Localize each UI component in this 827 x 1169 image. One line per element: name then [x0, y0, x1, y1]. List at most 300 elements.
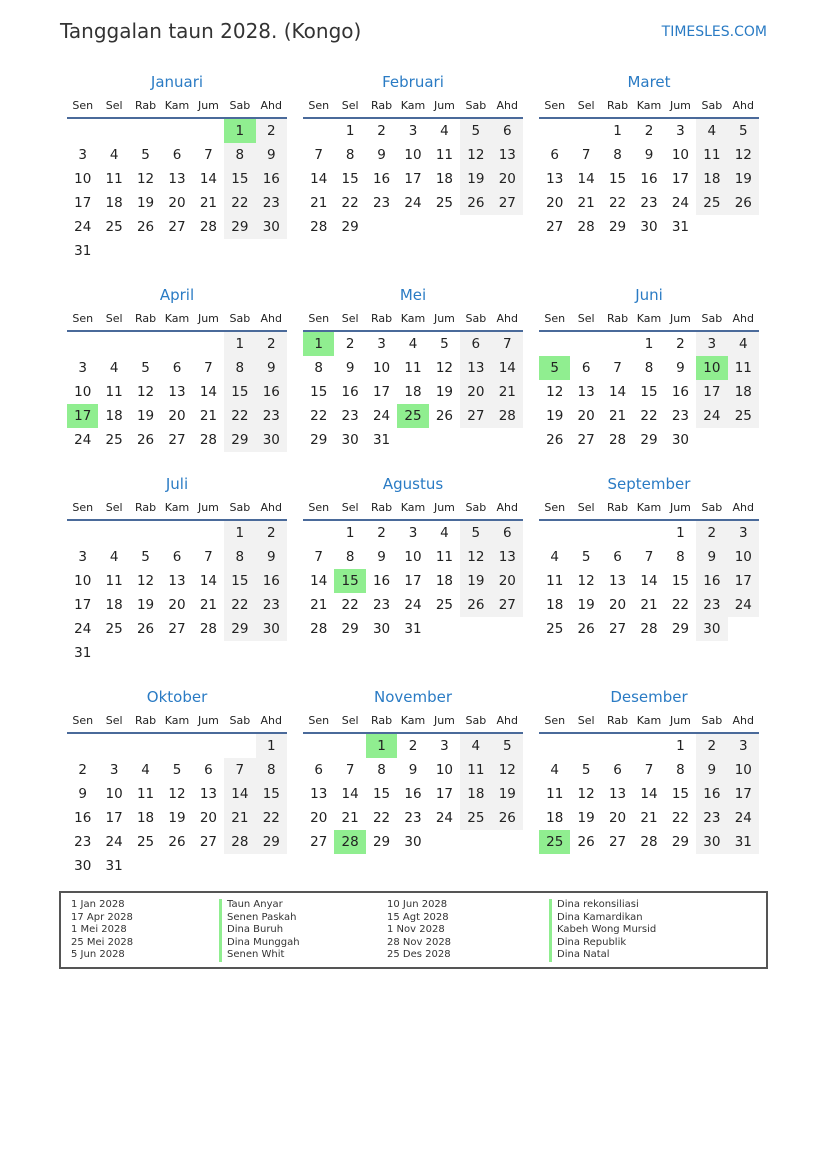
holiday-day-cell[interactable]: 25: [539, 830, 570, 854]
day-cell[interactable]: 23: [696, 593, 727, 617]
day-cell[interactable]: 29: [640, 432, 658, 448]
day-cell[interactable]: 26: [728, 191, 759, 215]
holiday-day-cell[interactable]: 25: [397, 404, 428, 428]
day-cell[interactable]: 10: [728, 545, 759, 569]
day-cell[interactable]: 2: [377, 525, 386, 541]
day-cell[interactable]: 3: [78, 147, 87, 163]
day-cell[interactable]: 30: [696, 617, 727, 641]
day-cell[interactable]: 29: [671, 834, 690, 850]
day-cell[interactable]: 19: [435, 384, 454, 400]
day-cell[interactable]: 28: [199, 621, 218, 637]
day-cell[interactable]: 23: [671, 408, 690, 424]
day-cell[interactable]: 4: [408, 336, 418, 352]
day-cell[interactable]: 16: [696, 782, 727, 806]
day-cell[interactable]: 11: [105, 171, 123, 187]
day-cell[interactable]: 22: [224, 593, 255, 617]
day-cell[interactable]: 11: [435, 549, 454, 565]
day-cell[interactable]: 26: [577, 621, 595, 637]
day-cell[interactable]: 22: [341, 195, 359, 211]
day-cell[interactable]: 24: [435, 810, 454, 826]
day-cell[interactable]: 17: [74, 195, 92, 211]
day-cell[interactable]: 29: [341, 219, 359, 235]
day-cell[interactable]: 10: [105, 786, 123, 802]
day-cell[interactable]: 6: [460, 332, 491, 356]
day-cell[interactable]: 21: [199, 597, 218, 613]
day-cell[interactable]: 5: [141, 360, 150, 376]
day-cell[interactable]: 3: [109, 762, 119, 778]
day-cell[interactable]: 6: [172, 147, 182, 163]
day-cell[interactable]: 1: [345, 525, 355, 541]
day-cell[interactable]: 28: [199, 219, 218, 235]
day-cell[interactable]: 8: [377, 762, 386, 778]
day-cell[interactable]: 3: [78, 360, 87, 376]
day-cell[interactable]: 16: [372, 171, 391, 187]
day-cell[interactable]: 27: [492, 593, 523, 617]
day-cell[interactable]: 28: [608, 432, 627, 448]
day-cell[interactable]: 24: [404, 195, 422, 211]
day-cell[interactable]: 13: [460, 356, 491, 380]
day-cell[interactable]: 6: [613, 549, 622, 565]
day-cell[interactable]: 7: [314, 549, 323, 565]
day-cell[interactable]: 8: [224, 143, 255, 167]
day-cell[interactable]: 21: [577, 195, 595, 211]
day-cell[interactable]: 3: [728, 521, 759, 545]
day-cell[interactable]: 10: [404, 549, 422, 565]
day-cell[interactable]: 13: [492, 545, 523, 569]
day-cell[interactable]: 13: [608, 573, 627, 589]
day-cell[interactable]: 18: [105, 408, 123, 424]
day-cell[interactable]: 10: [728, 758, 759, 782]
day-cell[interactable]: 4: [141, 762, 150, 778]
day-cell[interactable]: 3: [377, 336, 386, 352]
day-cell[interactable]: 27: [199, 834, 218, 850]
day-cell[interactable]: 11: [105, 573, 123, 589]
day-cell[interactable]: 1: [676, 738, 685, 754]
day-cell[interactable]: 5: [581, 549, 591, 565]
day-cell[interactable]: 4: [440, 123, 449, 139]
day-cell[interactable]: 27: [608, 834, 627, 850]
day-cell[interactable]: 5: [581, 762, 591, 778]
day-cell[interactable]: 23: [404, 810, 422, 826]
day-cell[interactable]: 25: [105, 621, 123, 637]
day-cell[interactable]: 7: [204, 360, 213, 376]
holiday-day-cell[interactable]: 1: [366, 734, 397, 758]
day-cell[interactable]: 9: [377, 549, 386, 565]
day-cell[interactable]: 19: [728, 167, 759, 191]
day-cell[interactable]: 22: [224, 191, 255, 215]
day-cell[interactable]: 12: [546, 384, 564, 400]
day-cell[interactable]: 10: [74, 384, 92, 400]
day-cell[interactable]: 15: [256, 782, 287, 806]
day-cell[interactable]: 27: [546, 219, 564, 235]
day-cell[interactable]: 25: [105, 219, 123, 235]
day-cell[interactable]: 27: [608, 621, 627, 637]
day-cell[interactable]: 1: [224, 521, 255, 545]
day-cell[interactable]: 17: [404, 573, 422, 589]
day-cell[interactable]: 6: [172, 360, 182, 376]
day-cell[interactable]: 12: [728, 143, 759, 167]
day-cell[interactable]: 11: [136, 786, 155, 802]
day-cell[interactable]: 15: [671, 786, 690, 802]
day-cell[interactable]: 22: [341, 597, 359, 613]
day-cell[interactable]: 18: [696, 167, 727, 191]
day-cell[interactable]: 5: [172, 762, 182, 778]
day-cell[interactable]: 19: [546, 408, 564, 424]
day-cell[interactable]: 25: [105, 432, 123, 448]
day-cell[interactable]: 8: [644, 360, 654, 376]
holiday-day-cell[interactable]: 15: [334, 569, 365, 593]
day-cell[interactable]: 7: [204, 549, 213, 565]
day-cell[interactable]: 2: [78, 762, 87, 778]
day-cell[interactable]: 7: [644, 549, 654, 565]
day-cell[interactable]: 12: [136, 573, 155, 589]
day-cell[interactable]: 9: [377, 147, 386, 163]
day-cell[interactable]: 12: [460, 545, 491, 569]
day-cell[interactable]: 18: [435, 573, 454, 589]
day-cell[interactable]: 26: [460, 593, 491, 617]
day-cell[interactable]: 5: [460, 521, 491, 545]
day-cell[interactable]: 23: [341, 408, 359, 424]
day-cell[interactable]: 1: [256, 734, 287, 758]
day-cell[interactable]: 9: [256, 356, 287, 380]
day-cell[interactable]: 31: [372, 432, 391, 448]
day-cell[interactable]: 30: [640, 219, 658, 235]
day-cell[interactable]: 24: [728, 593, 759, 617]
day-cell[interactable]: 6: [550, 147, 559, 163]
day-cell[interactable]: 1: [613, 123, 622, 139]
day-cell[interactable]: 15: [640, 384, 658, 400]
day-cell[interactable]: 2: [345, 336, 355, 352]
day-cell[interactable]: 24: [671, 195, 690, 211]
day-cell[interactable]: 29: [224, 215, 255, 239]
day-cell[interactable]: 3: [440, 738, 449, 754]
day-cell[interactable]: 18: [136, 810, 155, 826]
day-cell[interactable]: 30: [256, 215, 287, 239]
day-cell[interactable]: 9: [696, 758, 727, 782]
day-cell[interactable]: 19: [136, 195, 155, 211]
day-cell[interactable]: 21: [199, 195, 218, 211]
day-cell[interactable]: 28: [577, 219, 595, 235]
day-cell[interactable]: 11: [546, 573, 564, 589]
day-cell[interactable]: 2: [696, 521, 727, 545]
day-cell[interactable]: 20: [168, 195, 186, 211]
day-cell[interactable]: 22: [671, 597, 690, 613]
day-cell[interactable]: 4: [550, 549, 559, 565]
day-cell[interactable]: 20: [199, 810, 218, 826]
day-cell[interactable]: 11: [460, 758, 491, 782]
day-cell[interactable]: 25: [435, 195, 454, 211]
day-cell[interactable]: 19: [168, 810, 186, 826]
day-cell[interactable]: 2: [676, 336, 685, 352]
holiday-day-cell[interactable]: 5: [539, 356, 570, 380]
day-cell[interactable]: 20: [310, 810, 328, 826]
day-cell[interactable]: 18: [460, 782, 491, 806]
day-cell[interactable]: 7: [314, 147, 323, 163]
day-cell[interactable]: 8: [256, 758, 287, 782]
day-cell[interactable]: 13: [168, 171, 186, 187]
day-cell[interactable]: 21: [492, 380, 523, 404]
day-cell[interactable]: 30: [256, 428, 287, 452]
day-cell[interactable]: 3: [408, 525, 418, 541]
day-cell[interactable]: 24: [105, 834, 123, 850]
day-cell[interactable]: 12: [435, 360, 454, 376]
day-cell[interactable]: 16: [256, 569, 287, 593]
day-cell[interactable]: 18: [404, 384, 422, 400]
day-cell[interactable]: 26: [136, 432, 155, 448]
day-cell[interactable]: 9: [644, 147, 654, 163]
day-cell[interactable]: 7: [492, 332, 523, 356]
day-cell[interactable]: 18: [435, 171, 454, 187]
day-cell[interactable]: 7: [613, 360, 622, 376]
day-cell[interactable]: 15: [671, 573, 690, 589]
day-cell[interactable]: 31: [728, 830, 759, 854]
day-cell[interactable]: 18: [105, 597, 123, 613]
day-cell[interactable]: 1: [676, 525, 685, 541]
day-cell[interactable]: 17: [435, 786, 454, 802]
day-cell[interactable]: 8: [224, 356, 255, 380]
day-cell[interactable]: 6: [204, 762, 213, 778]
day-cell[interactable]: 30: [341, 432, 359, 448]
day-cell[interactable]: 23: [256, 593, 287, 617]
day-cell[interactable]: 29: [341, 621, 359, 637]
day-cell[interactable]: 12: [136, 171, 155, 187]
day-cell[interactable]: 20: [492, 167, 523, 191]
day-cell[interactable]: 19: [136, 408, 155, 424]
day-cell[interactable]: 21: [640, 597, 658, 613]
day-cell[interactable]: 19: [136, 597, 155, 613]
day-cell[interactable]: 26: [460, 191, 491, 215]
day-cell[interactable]: 18: [728, 380, 759, 404]
day-cell[interactable]: 4: [109, 549, 119, 565]
day-cell[interactable]: 11: [696, 143, 727, 167]
day-cell[interactable]: 12: [577, 573, 595, 589]
holiday-day-cell[interactable]: 28: [334, 830, 365, 854]
day-cell[interactable]: 22: [224, 404, 255, 428]
day-cell[interactable]: 26: [136, 219, 155, 235]
day-cell[interactable]: 14: [640, 573, 658, 589]
day-cell[interactable]: 29: [372, 834, 391, 850]
day-cell[interactable]: 7: [224, 758, 255, 782]
day-cell[interactable]: 9: [345, 360, 355, 376]
day-cell[interactable]: 16: [404, 786, 422, 802]
day-cell[interactable]: 5: [440, 336, 449, 352]
day-cell[interactable]: 6: [172, 549, 182, 565]
day-cell[interactable]: 27: [168, 219, 186, 235]
day-cell[interactable]: 12: [577, 786, 595, 802]
day-cell[interactable]: 23: [256, 404, 287, 428]
day-cell[interactable]: 25: [696, 191, 727, 215]
day-cell[interactable]: 19: [577, 810, 595, 826]
day-cell[interactable]: 29: [224, 617, 255, 641]
day-cell[interactable]: 29: [224, 428, 255, 452]
day-cell[interactable]: 21: [310, 597, 328, 613]
day-cell[interactable]: 8: [676, 549, 685, 565]
day-cell[interactable]: 31: [74, 243, 92, 259]
day-cell[interactable]: 5: [492, 734, 523, 758]
day-cell[interactable]: 11: [105, 384, 123, 400]
day-cell[interactable]: 5: [728, 119, 759, 143]
day-cell[interactable]: 15: [224, 380, 255, 404]
day-cell[interactable]: 18: [546, 810, 564, 826]
day-cell[interactable]: 17: [728, 569, 759, 593]
day-cell[interactable]: 30: [372, 621, 391, 637]
day-cell[interactable]: 21: [341, 810, 359, 826]
day-cell[interactable]: 4: [440, 525, 449, 541]
day-cell[interactable]: 2: [408, 738, 418, 754]
day-cell[interactable]: 14: [577, 171, 595, 187]
day-cell[interactable]: 19: [492, 782, 523, 806]
day-cell[interactable]: 26: [492, 806, 523, 830]
day-cell[interactable]: 14: [310, 171, 328, 187]
day-cell[interactable]: 3: [78, 549, 87, 565]
day-cell[interactable]: 26: [577, 834, 595, 850]
day-cell[interactable]: 6: [581, 360, 591, 376]
day-cell[interactable]: 3: [696, 332, 727, 356]
day-cell[interactable]: 27: [577, 432, 595, 448]
day-cell[interactable]: 20: [168, 597, 186, 613]
day-cell[interactable]: 8: [345, 147, 355, 163]
day-cell[interactable]: 17: [105, 810, 123, 826]
day-cell[interactable]: 5: [460, 119, 491, 143]
day-cell[interactable]: 13: [310, 786, 328, 802]
day-cell[interactable]: 23: [256, 191, 287, 215]
day-cell[interactable]: 7: [644, 762, 654, 778]
day-cell[interactable]: 31: [404, 621, 422, 637]
day-cell[interactable]: 28: [199, 432, 218, 448]
day-cell[interactable]: 20: [577, 408, 595, 424]
day-cell[interactable]: 29: [256, 830, 287, 854]
day-cell[interactable]: 8: [676, 762, 685, 778]
day-cell[interactable]: 10: [372, 360, 391, 376]
day-cell[interactable]: 21: [640, 810, 658, 826]
day-cell[interactable]: 25: [435, 597, 454, 613]
day-cell[interactable]: 10: [435, 762, 454, 778]
day-cell[interactable]: 16: [372, 573, 391, 589]
day-cell[interactable]: 4: [550, 762, 559, 778]
day-cell[interactable]: 13: [199, 786, 218, 802]
day-cell[interactable]: 28: [640, 621, 658, 637]
day-cell[interactable]: 24: [728, 806, 759, 830]
day-cell[interactable]: 22: [256, 806, 287, 830]
day-cell[interactable]: 5: [141, 147, 150, 163]
day-cell[interactable]: 11: [404, 360, 422, 376]
day-cell[interactable]: 4: [109, 147, 119, 163]
day-cell[interactable]: 2: [256, 332, 287, 356]
day-cell[interactable]: 14: [640, 786, 658, 802]
day-cell[interactable]: 8: [224, 545, 255, 569]
day-cell[interactable]: 23: [74, 834, 92, 850]
day-cell[interactable]: 26: [168, 834, 186, 850]
day-cell[interactable]: 7: [204, 147, 213, 163]
day-cell[interactable]: 30: [671, 432, 690, 448]
day-cell[interactable]: 22: [310, 408, 328, 424]
day-cell[interactable]: 6: [314, 762, 323, 778]
day-cell[interactable]: 30: [696, 830, 727, 854]
day-cell[interactable]: 31: [74, 645, 92, 661]
day-cell[interactable]: 19: [577, 597, 595, 613]
day-cell[interactable]: 17: [372, 384, 391, 400]
day-cell[interactable]: 28: [640, 834, 658, 850]
day-cell[interactable]: 27: [460, 404, 491, 428]
day-cell[interactable]: 23: [696, 806, 727, 830]
day-cell[interactable]: 16: [640, 171, 658, 187]
day-cell[interactable]: 9: [676, 360, 685, 376]
day-cell[interactable]: 24: [74, 219, 92, 235]
day-cell[interactable]: 10: [404, 147, 422, 163]
day-cell[interactable]: 27: [168, 621, 186, 637]
day-cell[interactable]: 12: [136, 384, 155, 400]
day-cell[interactable]: 14: [199, 171, 218, 187]
day-cell[interactable]: 23: [640, 195, 658, 211]
day-cell[interactable]: 20: [608, 810, 627, 826]
day-cell[interactable]: 4: [728, 332, 759, 356]
day-cell[interactable]: 15: [341, 171, 359, 187]
day-cell[interactable]: 30: [404, 834, 422, 850]
day-cell[interactable]: 14: [492, 356, 523, 380]
day-cell[interactable]: 26: [136, 621, 155, 637]
day-cell[interactable]: 23: [372, 195, 391, 211]
day-cell[interactable]: 2: [377, 123, 386, 139]
day-cell[interactable]: 1: [345, 123, 355, 139]
day-cell[interactable]: 14: [608, 384, 627, 400]
day-cell[interactable]: 13: [546, 171, 564, 187]
day-cell[interactable]: 7: [345, 762, 355, 778]
day-cell[interactable]: 15: [608, 171, 627, 187]
day-cell[interactable]: 12: [168, 786, 186, 802]
day-cell[interactable]: 16: [671, 384, 690, 400]
day-cell[interactable]: 23: [372, 597, 391, 613]
day-cell[interactable]: 20: [492, 569, 523, 593]
day-cell[interactable]: 25: [460, 806, 491, 830]
day-cell[interactable]: 7: [581, 147, 591, 163]
day-cell[interactable]: 28: [224, 830, 255, 854]
day-cell[interactable]: 6: [492, 521, 523, 545]
day-cell[interactable]: 1: [224, 332, 255, 356]
day-cell[interactable]: 29: [310, 432, 328, 448]
day-cell[interactable]: 29: [608, 219, 627, 235]
day-cell[interactable]: 22: [640, 408, 658, 424]
day-cell[interactable]: 8: [345, 549, 355, 565]
day-cell[interactable]: 19: [460, 167, 491, 191]
day-cell[interactable]: 2: [256, 119, 287, 143]
day-cell[interactable]: 14: [341, 786, 359, 802]
day-cell[interactable]: 14: [224, 782, 255, 806]
day-cell[interactable]: 9: [256, 545, 287, 569]
holiday-day-cell[interactable]: 1: [303, 332, 334, 356]
day-cell[interactable]: 16: [256, 380, 287, 404]
day-cell[interactable]: 14: [199, 573, 218, 589]
day-cell[interactable]: 31: [105, 858, 123, 874]
day-cell[interactable]: 11: [435, 147, 454, 163]
day-cell[interactable]: 18: [105, 195, 123, 211]
day-cell[interactable]: 8: [613, 147, 622, 163]
day-cell[interactable]: 25: [546, 621, 564, 637]
day-cell[interactable]: 24: [404, 597, 422, 613]
day-cell[interactable]: 16: [341, 384, 359, 400]
day-cell[interactable]: 20: [546, 195, 564, 211]
day-cell[interactable]: 6: [492, 119, 523, 143]
day-cell[interactable]: 5: [141, 549, 150, 565]
day-cell[interactable]: 17: [74, 597, 92, 613]
day-cell[interactable]: 15: [224, 167, 255, 191]
day-cell[interactable]: 16: [256, 167, 287, 191]
day-cell[interactable]: 15: [224, 569, 255, 593]
day-cell[interactable]: 16: [696, 569, 727, 593]
day-cell[interactable]: 9: [696, 545, 727, 569]
day-cell[interactable]: 22: [608, 195, 627, 211]
holiday-day-cell[interactable]: 10: [696, 356, 727, 380]
day-cell[interactable]: 4: [109, 360, 119, 376]
